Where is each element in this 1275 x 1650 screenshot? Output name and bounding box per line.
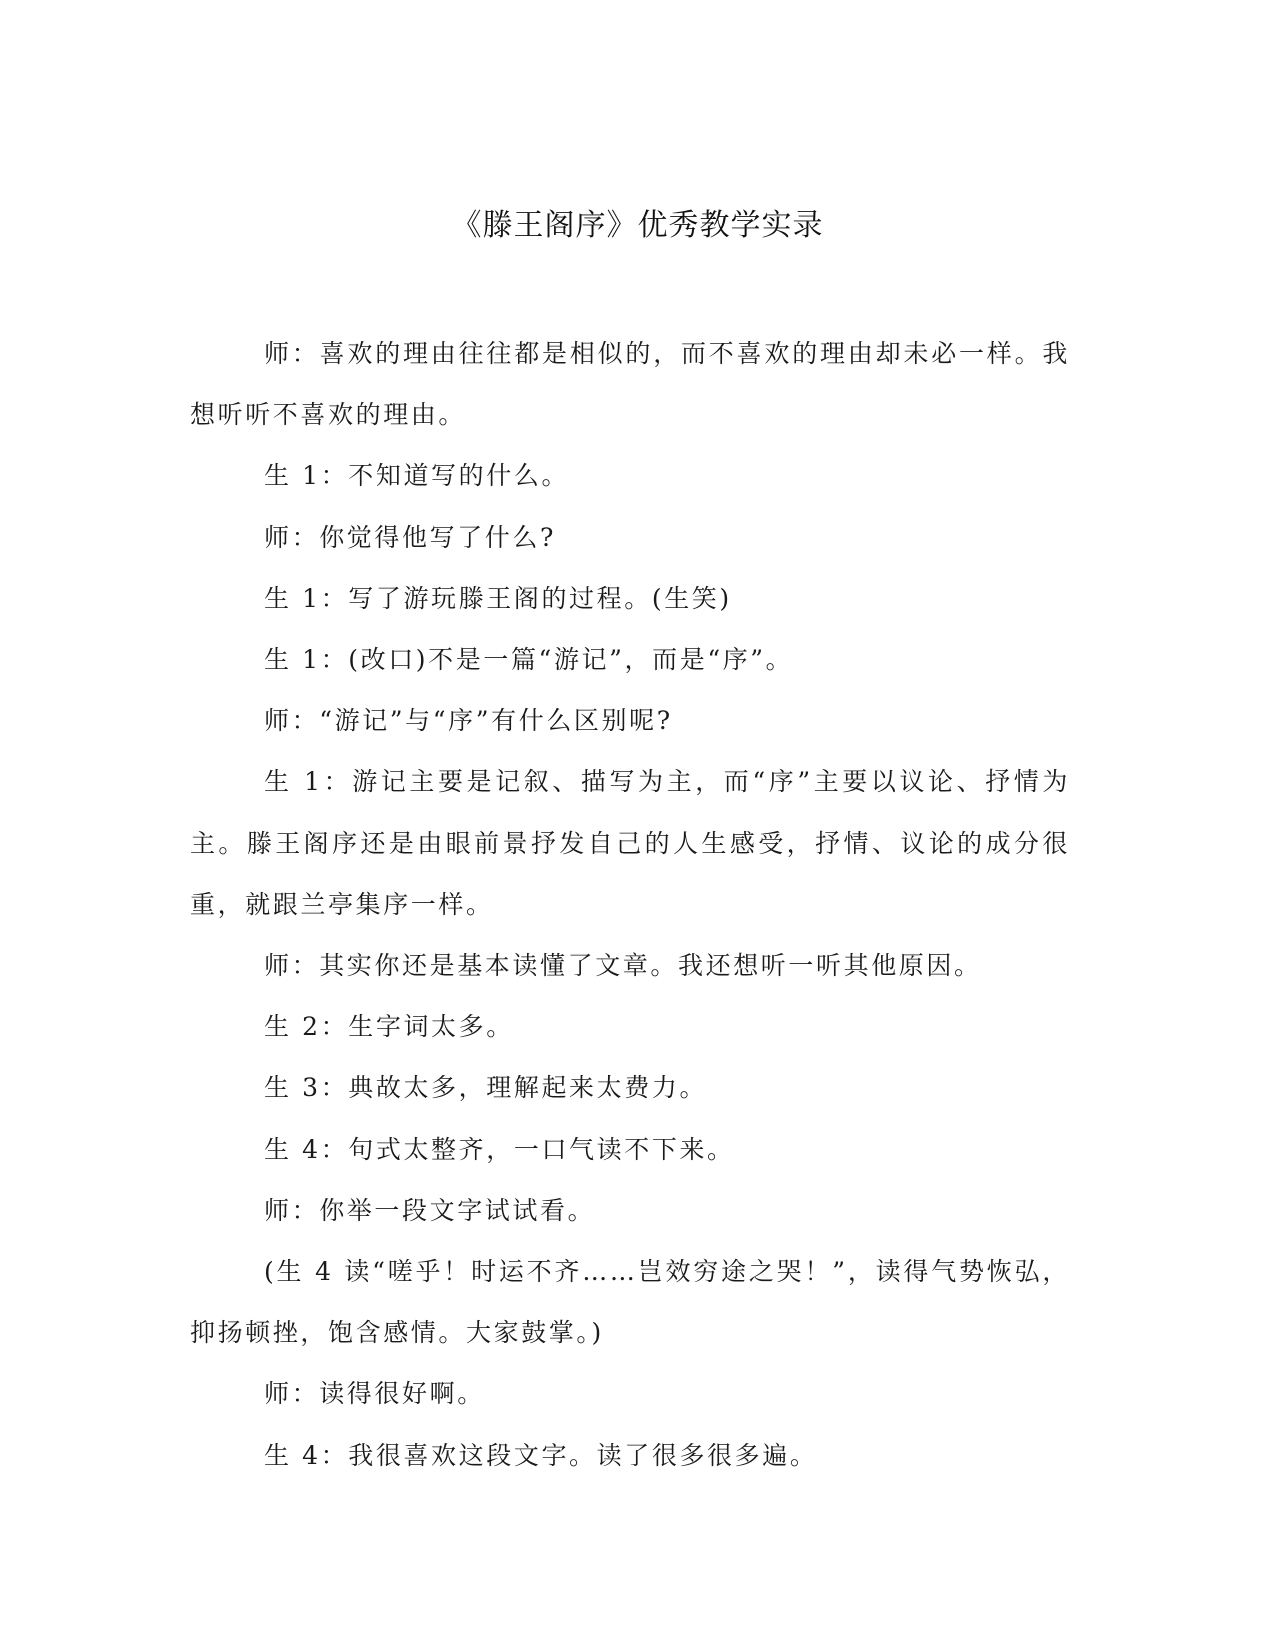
paragraph: 师：读得很好啊。: [264, 1379, 485, 1409]
paragraph: 师：喜欢的理由往往都是相似的，而不喜欢的理由却未必一样。我想听听不喜欢的理由。: [190, 339, 1070, 430]
paragraph: 生 1：不知道写的什么。: [264, 461, 570, 491]
document-title: 《滕王阁序》优秀教学实录: [451, 208, 824, 243]
paragraph: 生 4：我很喜欢这段文字。读了很多很多遍。: [264, 1440, 818, 1470]
paragraph: 生 3：典故太多，理解起来太费力。: [264, 1073, 708, 1103]
paragraph: (生 4 读“嗟乎！时运不齐……岂效穷途之哭！”，读得气势恢弘，抑扬顿挫，饱含感情。大家鼓掌。): [190, 1257, 1070, 1348]
paragraph: 生 2：生字词太多。: [264, 1012, 514, 1042]
paragraph: 师：“游记”与“序”有什么区别呢?: [264, 706, 673, 736]
paragraph: 生 1：游记主要是记叙、描写为主，而“序”主要以议论、抒情为主。滕王阁序还是由眼前景抒发自己的人生感受，抒情、议论的成分很重，就跟兰亭集序一样。: [190, 767, 1070, 919]
paragraph: 师：其实你还是基本读懂了文章。我还想听一听其他原因。: [264, 951, 982, 981]
paragraph: 生 4：句式太整齐，一口气读不下来。: [264, 1134, 735, 1164]
document-body: [190, 323, 1070, 1486]
paragraph: 生 1：写了游玩滕王阁的过程。(生笑): [264, 583, 732, 613]
paragraph: 生 1：(改口)不是一篇“游记”，而是“序”。: [264, 645, 794, 675]
paragraph: 师：你觉得他写了什么?: [264, 522, 557, 552]
paragraph: 师：你举一段文字试试看。: [264, 1195, 596, 1225]
